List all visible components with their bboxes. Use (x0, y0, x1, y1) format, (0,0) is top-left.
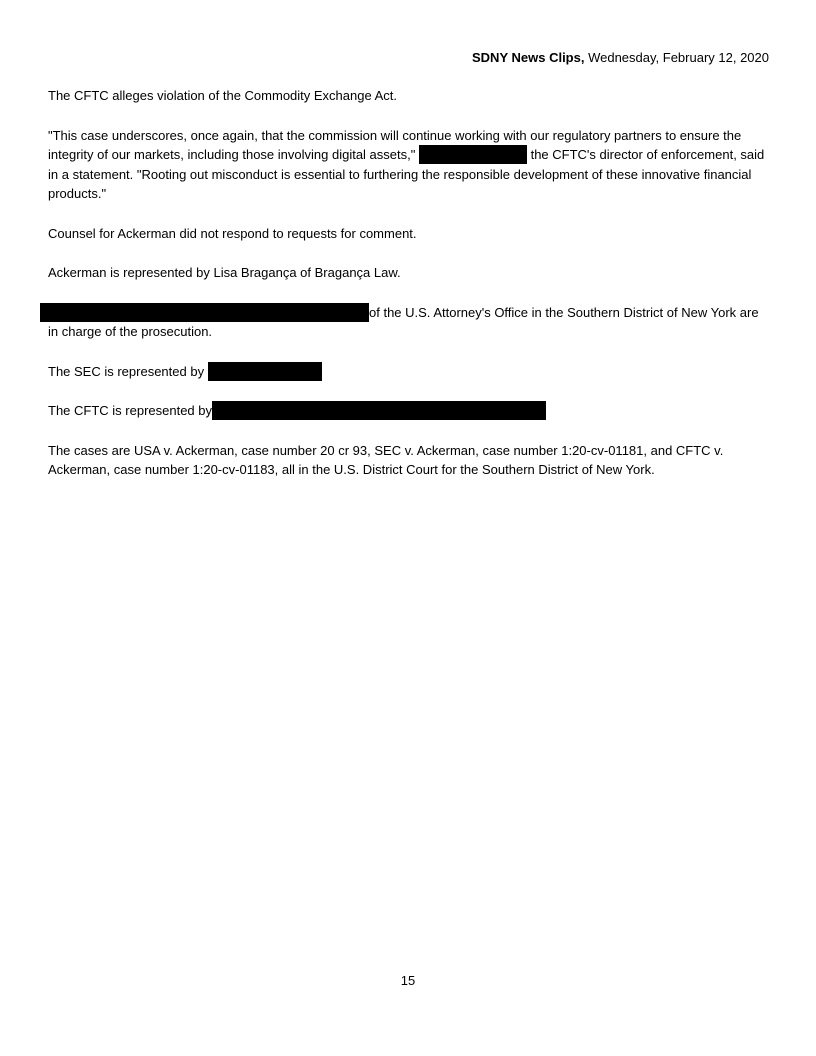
header-source: SDNY News Clips, (472, 50, 585, 65)
paragraph-prosecution (48, 303, 770, 342)
page-header (472, 49, 769, 67)
sec-text: The SEC is represented by (48, 363, 208, 379)
redaction-cftc-attorneys (212, 401, 546, 420)
paragraph-cftc-allegation: The CFTC alleges violation of the Commodity Exchange Act. (48, 88, 397, 103)
redaction-prosecutor-names (40, 303, 369, 322)
quote-text-before: "This case underscores, once again, that the commission will continue working with our regulatory partners to ensure the integrity of our markets, including those involving digital assets," (48, 127, 742, 162)
quote-text-after: the CFTC's director of enforcement, said in a statement. "Rooting out misconduct is essential to furthering the responsible development of these innovative financial products." (48, 147, 765, 201)
header-date: Wednesday, February 12, 2020 (584, 50, 769, 65)
article-body (48, 86, 770, 500)
paragraph-sec-representation (48, 362, 770, 382)
paragraph-counsel: Counsel for Ackerman did not respond to requests for comment. (48, 225, 417, 241)
paragraph-cftc-quote (48, 126, 770, 204)
redaction-sec-attorney (208, 362, 322, 381)
paragraph-cftc-representation (48, 401, 770, 421)
cftc-text: The CFTC is represented by (48, 403, 213, 418)
paragraph-case-numbers: The cases are USA v. Ackerman, case number 20 cr 93, SEC v. Ackerman, case number 1:20-cv-01181, and CFTC v. Ackerman, case number 1:20-cv-01183, all in the U.S. District Court for the Southern District of New York. (48, 442, 724, 477)
page-number: 15 (400, 973, 416, 988)
redaction-director-name (419, 145, 527, 164)
prosecution-text: of the U.S. Attorney's Office in the Southern District of New York are in charge of the prosecution. (48, 304, 759, 339)
paragraph-representation: Ackerman is represented by Lisa Bragança of Bragança Law. (48, 265, 401, 280)
